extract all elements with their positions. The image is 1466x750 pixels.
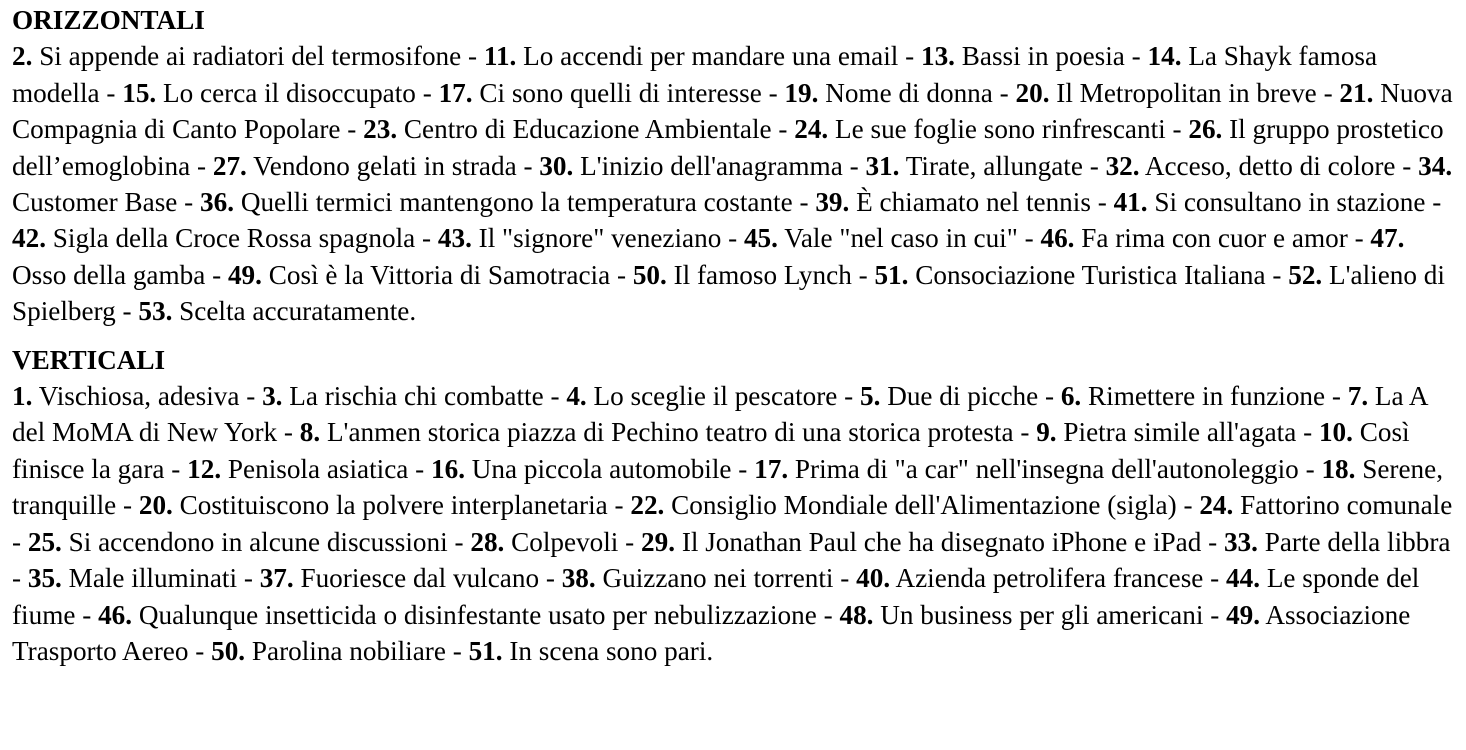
clue-text: Parte della libbra xyxy=(1264,526,1451,557)
clue-number: 51. xyxy=(468,635,503,666)
clue-number: 28. xyxy=(470,526,505,557)
clue-number: 39. xyxy=(815,187,850,218)
across-clue xyxy=(363,114,771,144)
down-clue xyxy=(566,381,837,411)
down-clue xyxy=(470,527,618,557)
clue-number: 9. xyxy=(1036,417,1057,448)
clue-number: 20. xyxy=(138,490,173,521)
down-clue xyxy=(754,454,1299,484)
clue-text: Azienda petrolifera francese xyxy=(895,563,1204,594)
clue-text: Centro di Educazione Ambientale xyxy=(403,114,772,145)
across-clue xyxy=(1040,223,1347,253)
clue-text: Così è la Vittoria di Samotracia xyxy=(268,259,611,290)
clue-number: 41. xyxy=(1113,187,1148,218)
clue-number: 15. xyxy=(122,77,157,108)
across-title: ORIZZONTALI xyxy=(12,5,205,35)
clue-text: Lo cerca il disoccupato xyxy=(163,77,416,108)
clue-number: 6. xyxy=(1060,381,1082,412)
clue-text: Due di picche xyxy=(887,381,1039,412)
down-clue xyxy=(562,563,834,593)
down-clue xyxy=(139,490,608,520)
clue-number: 49. xyxy=(227,259,262,290)
clue-number: 43. xyxy=(437,223,472,254)
clue-text: Fattorino comunale xyxy=(1240,490,1453,521)
clue-number: 21. xyxy=(1339,77,1374,108)
clue-number: 10. xyxy=(1318,417,1353,448)
down-clue xyxy=(1224,527,1451,557)
clue-number: 16. xyxy=(431,453,465,484)
clue-number: 24. xyxy=(794,114,829,145)
clue-number: 33. xyxy=(1223,526,1258,557)
across-clue xyxy=(633,260,852,290)
clue-text: Costituiscono la polvere interplanetaria xyxy=(179,490,608,521)
across-clue xyxy=(200,187,793,217)
down-clue xyxy=(28,563,237,593)
clue-number: 4. xyxy=(566,381,587,412)
clue-number: 53. xyxy=(138,296,173,327)
clue-text: Consociazione Turistica Italiana xyxy=(915,259,1266,290)
across-clue xyxy=(12,223,415,253)
clue-number: 5. xyxy=(860,381,881,412)
clue-number: 11. xyxy=(483,41,517,72)
across-clue-list: 2. Si appende ai radiatori del termosifone - 11. Lo accendi per mandare una email - 13. Bassi in poesia - 14. La Shayk famosa modella - 15. Lo cerca il disoccupato - 17. Ci sono quelli di interesse - 19. Nome di donna - 20. Il Metropolitan in breve - 21. Nuova Compagnia di Canto Popolare - 23. Centro di Educazione Ambientale - 24. Le sue foglie sono rinfrescanti - 26. Il gruppo prostetico dell’emoglobina - 27. Vendono gelati in strada - 30. L'inizio dell'anagramma - 31. Tirate, allungate - 32. Acceso, detto di colore - 34. Customer Base - 36. Quelli termici mantengono la temperatura costante - 39. È chiamato nel tennis - 41. Si consultano in stazione - 42. Sigla della Croce Rossa spagnola - 43. Il "signore" veneziano - 45. Vale "nel caso in cui" - 46. Fa rima con cuor e amor - 47. Osso della gamba - 49. Così è la Vittoria di Samotracia - 50. Il famoso Lynch - 51. Consociazione Turistica Italiana - 52. L'alieno di Spielberg - 53. Scelta accuratamente. xyxy=(12,41,1453,327)
down-clue xyxy=(1199,490,1452,520)
clue-number: 32. xyxy=(1105,150,1140,181)
down-clue xyxy=(187,454,408,484)
clue-text: Un business per gli americani xyxy=(880,599,1204,630)
clue-text: Le sponde del fiume xyxy=(12,563,1420,630)
down-clue xyxy=(1061,381,1325,411)
down-clue xyxy=(211,636,446,666)
clue-number: 51. xyxy=(874,259,909,290)
clue-text: Osso della gamba xyxy=(12,259,206,290)
clue-text: L'inizio dell'anagramma xyxy=(580,150,843,181)
down-clue-list: 1. Vischiosa, adesiva - 3. La rischia chi combatte - 4. Lo sceglie il pescatore - 5. Due di picche - 6. Rimettere in funzione - 7. La A del MoMA di New York - 8. L'anmen storica piazza di Pechino teatro di una storica protesta - 9. Pietra simile all'agata - 10. Così finisce la gara - 12. Penisola asiatica - 16. Una piccola automobile - 17. Prima di "a car" nell'insegna dell'autonoleggio - 18. Serene, tranquille - 20. Costituiscono la polvere interplanetaria - 22. Consiglio Mondiale dell'Alimentazione (sigla) - 24. Fattorino comunale - 25. Si accendono in alcune discussioni - 28. Colpevoli - 29. Il Jonathan Paul che ha disegnato iPhone e iPad - 33. Parte della libbra - 35. Male illuminati - 37. Fuoriesce dal vulcano - 38. Guizzano nei torrenti - 40. Azienda petrolifera francese - 44. Le sponde del fiume - 46. Qualunque insetticida o disinfestante usato per nebulizzazione - 48. Un business per gli americani - 49. Associazione Trasporto Aereo - 50. Parolina nobiliare - 51. In scena sono pari. xyxy=(12,381,1453,666)
down-clue xyxy=(641,527,1201,557)
clue-number: 20. xyxy=(1015,77,1050,108)
clue-text: Scelta accuratamente. xyxy=(179,296,417,327)
across-clue xyxy=(484,41,898,71)
clue-number: 29. xyxy=(641,526,676,557)
clue-text: Customer Base xyxy=(12,187,178,218)
clue-number: 38. xyxy=(561,563,596,594)
clue-text: Associazione Trasporto Aereo xyxy=(12,599,1411,666)
clue-text: Lo sceglie il pescatore xyxy=(593,381,838,412)
across-clue xyxy=(438,223,721,253)
clue-number: 14. xyxy=(1147,41,1182,72)
across-clue xyxy=(539,151,842,181)
clue-text: Il Jonathan Paul che ha disegnato iPhone e iPad xyxy=(681,526,1202,557)
clue-text: Acceso, detto di colore xyxy=(1144,150,1396,181)
clue-number: 3. xyxy=(262,381,283,412)
clue-number: 13. xyxy=(920,41,955,72)
clue-number: 49. xyxy=(1226,599,1261,630)
down-section xyxy=(12,342,1454,670)
clue-number: 19. xyxy=(784,77,819,108)
clue-text: Pietra simile all'agata xyxy=(1063,417,1297,448)
clue-number: 52. xyxy=(1288,259,1323,290)
clue-text: Serene, tranquille xyxy=(12,453,1443,521)
across-clue xyxy=(12,41,461,71)
clue-number: 50. xyxy=(211,635,246,666)
clue-number: 30. xyxy=(539,150,574,181)
clue-number: 50. xyxy=(632,259,667,290)
down-clue xyxy=(839,600,1203,630)
clue-text: Male illuminati xyxy=(68,563,238,594)
clue-text: In scena sono pari. xyxy=(509,635,714,666)
clue-text: Vale "nel caso in cui" xyxy=(784,223,1018,254)
clue-text: Colpevoli xyxy=(511,526,619,557)
clue-text: Si accendono in alcune discussioni xyxy=(68,526,448,557)
clue-text: Nuova Compagnia di Canto Popolare xyxy=(12,77,1453,145)
down-clue xyxy=(469,636,714,666)
down-clue xyxy=(431,454,731,484)
across-clue xyxy=(865,151,1082,181)
clue-text: Il gruppo prostetico dell’emoglobina xyxy=(12,114,1444,181)
clue-number: 24. xyxy=(1199,490,1234,521)
down-clue xyxy=(856,563,1203,593)
across-clue xyxy=(744,223,1018,253)
down-clue xyxy=(860,381,1038,411)
clue-text: Ci sono quelli di interesse xyxy=(479,77,762,108)
clue-text: Bassi in poesia xyxy=(961,41,1125,72)
clue-text: Penisola asiatica xyxy=(227,453,409,484)
clue-text: Prima di "a car" nell'insegna dell'autonoleggio xyxy=(794,453,1299,484)
clue-text: Fuoriesce dal vulcano xyxy=(300,563,540,594)
clue-text: Parolina nobiliare xyxy=(251,635,446,666)
clue-number: 46. xyxy=(98,599,133,630)
clue-number: 36. xyxy=(200,187,235,218)
clue-text: Guizzano nei torrenti xyxy=(602,563,834,594)
clue-text: Il Metropolitan in breve xyxy=(1056,77,1317,108)
clue-number: 25. xyxy=(27,526,62,557)
across-clue xyxy=(213,151,517,181)
clue-text: Quelli termici mantengono la temperatura costante xyxy=(240,187,793,218)
section-gap xyxy=(12,330,1454,342)
clue-text: La Shayk famosa modella xyxy=(12,41,1378,108)
crossword-clues-document xyxy=(12,2,1454,669)
clue-text: Tirate, allungate xyxy=(905,150,1083,181)
clue-number: 23. xyxy=(363,114,398,145)
clue-text: Vischiosa, adesiva xyxy=(38,381,240,412)
clue-number: 12. xyxy=(187,453,222,484)
across-clue xyxy=(439,78,762,108)
clue-text: Una piccola automobile xyxy=(471,453,732,484)
clue-text: Rimettere in funzione xyxy=(1088,381,1326,412)
clue-number: 26. xyxy=(1188,114,1223,145)
down-clue xyxy=(28,527,448,557)
clue-number: 7. xyxy=(1347,381,1369,412)
clue-number: 1. xyxy=(12,381,33,412)
clue-number: 48. xyxy=(839,599,874,630)
down-clue xyxy=(630,490,1176,520)
across-clue xyxy=(1106,151,1396,181)
across-clue xyxy=(1016,78,1317,108)
across-clue xyxy=(138,296,416,326)
clue-text: La A del MoMA di New York xyxy=(12,381,1428,448)
clue-text: Le sue foglie sono rinfrescanti xyxy=(835,114,1166,145)
across-clue xyxy=(1114,187,1426,217)
clue-text: Si consultano in stazione xyxy=(1154,187,1426,218)
clue-number: 2. xyxy=(12,41,33,72)
clue-text: Vendono gelati in strada xyxy=(253,150,517,181)
clue-text: Fa rima con cuor e amor xyxy=(1081,223,1348,254)
across-clue xyxy=(921,41,1125,71)
across-section xyxy=(12,2,1454,330)
clue-number: 35. xyxy=(27,563,62,594)
down-clue xyxy=(300,417,1014,447)
down-clue xyxy=(1036,417,1296,447)
clue-text: Il "signore" veneziano xyxy=(478,223,722,254)
clue-number: 27. xyxy=(212,150,247,181)
clue-text: Nome di donna xyxy=(825,77,993,108)
clue-number: 46. xyxy=(1040,223,1075,254)
clue-text: È chiamato nel tennis xyxy=(856,187,1091,218)
across-clue xyxy=(228,260,610,290)
across-clue xyxy=(122,78,416,108)
across-clue xyxy=(874,260,1265,290)
clue-text: Lo accendi per mandare una email xyxy=(523,41,899,72)
clue-number: 31. xyxy=(865,150,900,181)
down-clue xyxy=(262,381,544,411)
across-clue xyxy=(794,114,1165,144)
clue-number: 34. xyxy=(1418,150,1453,181)
clue-text: Si appende ai radiatori del termosifone xyxy=(39,41,462,72)
down-clue xyxy=(12,381,239,411)
clue-text: Il famoso Lynch xyxy=(673,259,852,290)
clue-number: 17. xyxy=(438,77,473,108)
clue-number: 44. xyxy=(1226,563,1261,594)
clue-number: 47. xyxy=(1370,223,1405,254)
clue-number: 8. xyxy=(299,417,321,448)
down-clue xyxy=(98,600,817,630)
clue-number: 18. xyxy=(1321,453,1356,484)
clue-text: Sigla della Croce Rossa spagnola xyxy=(52,223,416,254)
clue-text: Così finisce la gara xyxy=(12,417,1410,484)
down-title: VERTICALI xyxy=(12,344,166,375)
down-clue xyxy=(260,563,539,593)
clue-number: 40. xyxy=(856,563,891,594)
clue-text: Qualunque insetticida o disinfestante usato per nebulizzazione xyxy=(138,599,817,630)
clue-text: La rischia chi combatte xyxy=(289,381,544,412)
clue-number: 37. xyxy=(259,563,294,594)
clue-number: 17. xyxy=(754,453,789,484)
across-clue xyxy=(784,78,992,108)
clue-text: L'alieno di Spielberg xyxy=(12,259,1445,327)
clue-text: L'anmen storica piazza di Pechino teatro di una storica protesta xyxy=(326,417,1014,448)
clue-number: 42. xyxy=(12,223,46,254)
clue-number: 22. xyxy=(630,490,665,521)
clue-number: 45. xyxy=(743,223,778,254)
clue-text: Consiglio Mondiale dell'Alimentazione (sigla) xyxy=(671,490,1177,521)
across-clue xyxy=(815,187,1091,217)
